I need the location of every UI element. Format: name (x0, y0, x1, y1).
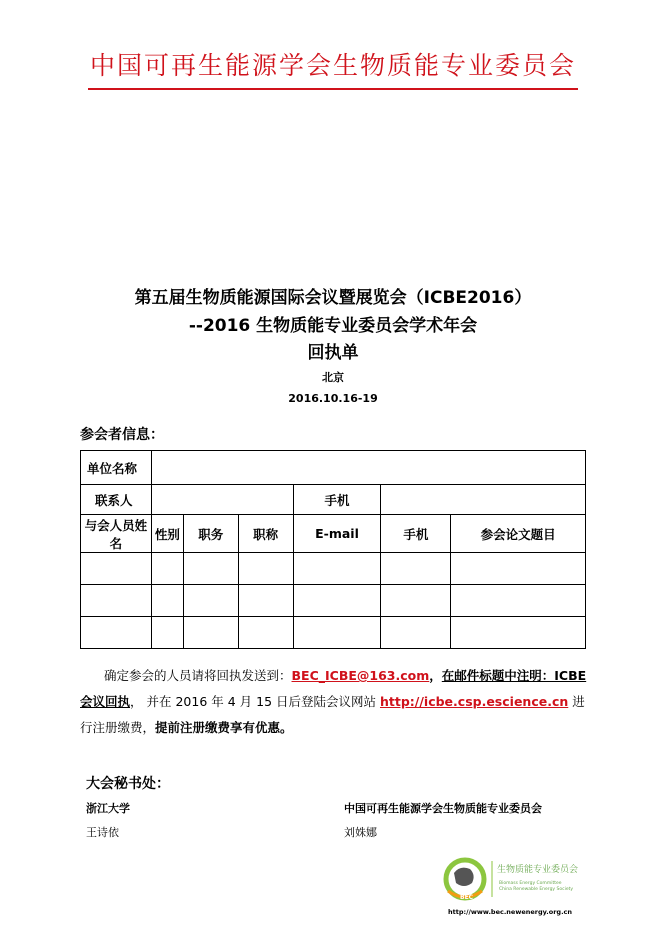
logo-name-en (499, 881, 573, 893)
instruction-discount: 提前注册缴费享有优惠。 (155, 720, 293, 735)
secretariat-right-org: 中国可再生能源学会生物质能专业委员会 (344, 802, 542, 815)
instruction-comma: ， (429, 668, 442, 683)
cell[interactable] (381, 585, 451, 617)
email-link[interactable]: BEC_ICBE@163.com (291, 668, 430, 683)
cell[interactable] (293, 617, 381, 649)
cell[interactable] (381, 553, 451, 585)
contact-phone-field[interactable] (381, 485, 586, 515)
instruction-text-3: 进行注册缴费， (80, 694, 585, 735)
organization-header: 中国可再生能源学会生物质能专业委员会 (89, 51, 576, 80)
cell[interactable] (451, 617, 586, 649)
instruction-text-2: ， 并在 2016 年 4 月 15 日后登陆会议网站 (130, 694, 380, 709)
header-phone: 手机 (381, 515, 451, 553)
cell[interactable] (183, 553, 238, 585)
header-divider (88, 88, 578, 90)
cell[interactable] (151, 617, 183, 649)
secretariat-left-org: 浙江大学 (86, 802, 130, 815)
cell[interactable] (238, 585, 293, 617)
instruction-email-subject: 在邮件标题中注明：ICBE 会议回执 (80, 668, 587, 709)
footer-website[interactable]: http://www.bec.newenergy.org.cn (448, 908, 573, 916)
form-title: 回执单 (307, 343, 359, 363)
logo-name-en-1: Biomass Energy Committee (499, 881, 562, 886)
header-paper-title: 参会论文题目 (451, 515, 586, 553)
contact-phone-label: 手机 (293, 485, 381, 515)
unit-name-label: 单位名称 (81, 451, 152, 485)
cell[interactable] (238, 553, 293, 585)
logo-name-cn: 生物质能专业委员会 (497, 865, 579, 875)
cell[interactable] (183, 617, 238, 649)
contact-label: 联系人 (81, 485, 152, 515)
secretariat-left-person: 王诗依 (86, 826, 119, 839)
cell[interactable] (151, 585, 183, 617)
cell[interactable] (293, 585, 381, 617)
instructions-paragraph (80, 663, 592, 741)
header-email: E-mail (293, 515, 381, 553)
conference-dates: 2016.10.16-19 (288, 392, 378, 405)
header-position: 职务 (183, 515, 238, 553)
header-title: 职称 (238, 515, 293, 553)
logo-name-en-2: China Renewable Energy Society (499, 887, 574, 892)
website-link[interactable]: http://icbe.csp.escience.cn (379, 694, 569, 709)
unit-name-field[interactable] (151, 451, 585, 485)
cell[interactable] (151, 553, 183, 585)
table-row (81, 617, 586, 649)
header-gender: 性别 (151, 515, 183, 553)
table-row (81, 553, 586, 585)
cell[interactable] (451, 585, 586, 617)
cell[interactable] (451, 553, 586, 585)
city: 北京 (322, 371, 344, 384)
instruction-text-1: 确定参会的人员请将回执发送到： (104, 668, 292, 683)
cell[interactable] (81, 617, 152, 649)
registration-table (80, 450, 586, 649)
cell[interactable] (381, 617, 451, 649)
header-name: 与会人员姓名 (81, 515, 152, 553)
cell[interactable] (81, 553, 152, 585)
contact-field[interactable] (151, 485, 293, 515)
cell[interactable] (293, 553, 381, 585)
cell[interactable] (81, 585, 152, 617)
cell[interactable] (238, 617, 293, 649)
secretariat-right-person: 刘姝娜 (344, 826, 377, 839)
conference-subtitle: --2016 生物质能专业委员会学术年会 (188, 316, 478, 336)
logo-badge: BEC (460, 894, 474, 901)
table-row (81, 585, 586, 617)
participant-section-title: 参会者信息： (80, 427, 164, 443)
secretariat-title: 大会秘书处： (86, 776, 170, 792)
bec-logo-icon (440, 853, 590, 903)
conference-title: 第五届生物质能源国际会议暨展览会（ICBE2016） (134, 288, 532, 308)
cell[interactable] (183, 585, 238, 617)
